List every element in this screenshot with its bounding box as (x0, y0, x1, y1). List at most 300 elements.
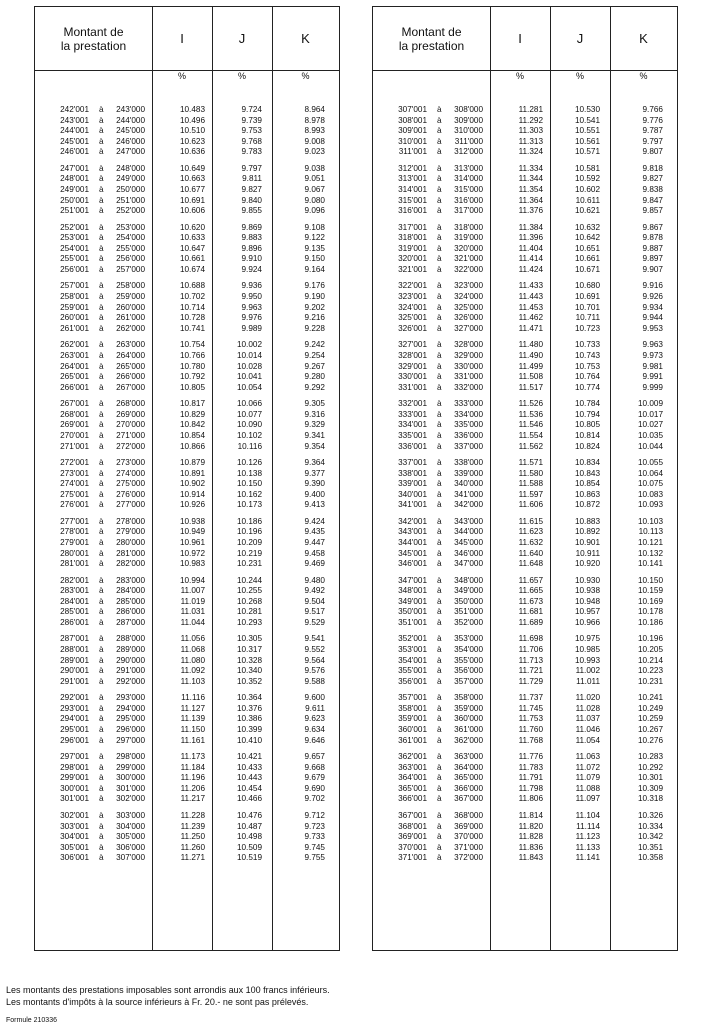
amount-to: 260'000 (116, 302, 145, 312)
amount-to: 350'000 (454, 596, 483, 606)
rate-i: 11.562 (518, 441, 543, 451)
rate-i: 11.116 (181, 693, 205, 703)
rate-k: 9.576 (304, 666, 325, 676)
rate-k: 9.008 (304, 136, 325, 146)
rate-j: 9.869 (241, 222, 262, 232)
rate-i: 11.606 (518, 500, 543, 510)
range-separator: à (437, 842, 442, 852)
rate-i: 11.745 (518, 703, 543, 713)
amount-to: 287'000 (116, 618, 145, 627)
rate-j: 10.723 (574, 323, 600, 333)
range-separator: à (437, 596, 442, 606)
rate-j: 9.768 (241, 136, 262, 146)
amount-from: 276'001 (60, 500, 89, 510)
amount-from: 310'001 (398, 136, 427, 146)
rate-j: 11.002 (575, 666, 600, 676)
rate-i: 11.281 (518, 105, 543, 114)
table-row (373, 538, 677, 549)
table-row (373, 832, 677, 843)
amount-to: 359'000 (454, 703, 483, 713)
rate-i: 11.768 (518, 735, 543, 745)
amount-from: 369'001 (398, 832, 427, 842)
amount-to: 304'000 (116, 821, 145, 831)
range-separator: à (99, 575, 104, 585)
amount-from: 250'001 (60, 195, 89, 205)
range-separator: à (437, 468, 442, 478)
rate-i: 10.780 (179, 361, 205, 371)
table-row (373, 763, 677, 774)
rate-k: 9.435 (304, 527, 325, 537)
rate-k: 9.953 (642, 323, 663, 333)
amount-to: 346'000 (454, 548, 483, 558)
amount-from: 317'001 (398, 222, 427, 232)
rate-i: 11.508 (518, 372, 543, 382)
amount-to: 340'000 (454, 479, 483, 489)
amount-from: 335'001 (398, 430, 427, 440)
range-separator: à (437, 222, 442, 232)
amount-to: 309'000 (454, 115, 483, 125)
rate-k: 9.492 (304, 586, 325, 596)
rate-j: 10.126 (236, 457, 262, 467)
table-row (373, 324, 677, 335)
rate-k: 9.329 (304, 420, 325, 430)
amount-from: 282'001 (60, 575, 89, 585)
rate-j: 10.209 (236, 537, 262, 547)
rate-i: 11.806 (518, 794, 543, 804)
amount-from: 298'001 (60, 762, 89, 772)
rate-i: 10.620 (179, 222, 205, 232)
rate-k: 9.176 (304, 281, 325, 291)
rate-k: 9.847 (642, 195, 663, 205)
rate-j: 10.743 (574, 350, 600, 360)
amount-to: 328'000 (454, 340, 483, 350)
rate-k: 9.657 (304, 752, 325, 762)
rate-j: 10.843 (574, 468, 600, 478)
amount-to: 286'000 (116, 607, 145, 617)
table-row (35, 164, 339, 175)
range-separator: à (99, 350, 104, 360)
table-row (373, 399, 677, 410)
rate-j: 10.834 (574, 457, 600, 467)
rate-k: 9.023 (304, 147, 325, 157)
form-number: Formule 210336 (6, 1017, 57, 1024)
range-separator: à (99, 645, 104, 655)
rate-i: 11.196 (180, 773, 205, 783)
table-row (35, 244, 339, 255)
table-row (35, 126, 339, 137)
table-row (35, 607, 339, 618)
range-separator: à (437, 821, 442, 831)
amount-from: 289'001 (60, 655, 89, 665)
range-separator: à (99, 457, 104, 467)
table-row (373, 147, 677, 158)
amount-from: 346'001 (398, 559, 427, 569)
amount-from: 358'001 (398, 703, 427, 713)
rate-j: 10.352 (236, 676, 262, 686)
rate-k: 10.318 (637, 794, 663, 804)
table-row (35, 725, 339, 736)
amount-from: 342'001 (398, 516, 427, 526)
amount-from: 362'001 (398, 752, 427, 762)
amount-from: 365'001 (398, 783, 427, 793)
amount-from: 341'001 (398, 500, 427, 510)
rate-i: 10.691 (179, 195, 205, 205)
amount-to: 306'000 (116, 842, 145, 852)
amount-from: 326'001 (398, 323, 427, 333)
amount-from: 344'001 (398, 537, 427, 547)
rate-j: 9.976 (241, 313, 262, 323)
range-separator: à (99, 254, 104, 264)
rate-i: 11.092 (180, 666, 205, 676)
range-separator: à (99, 559, 104, 569)
range-separator: à (99, 586, 104, 596)
amount-to: 264'000 (116, 350, 145, 360)
table-row (35, 265, 339, 276)
amount-from: 356'001 (398, 676, 427, 686)
table-row (373, 281, 677, 292)
amount-from: 251'001 (60, 206, 89, 216)
row-group (373, 340, 677, 393)
amount-to: 341'000 (454, 489, 483, 499)
range-separator: à (99, 548, 104, 558)
amount-from: 370'001 (398, 842, 427, 852)
amount-to: 369'000 (454, 821, 483, 831)
rate-k: 10.055 (637, 457, 663, 467)
amount-from: 293'001 (60, 703, 89, 713)
amount-to: 288'000 (116, 634, 145, 644)
amount-from: 353'001 (398, 645, 427, 655)
range-separator: à (437, 350, 442, 360)
rate-k: 9.634 (304, 725, 325, 735)
range-separator: à (437, 735, 442, 745)
rate-k: 10.223 (637, 666, 663, 676)
rate-j: 11.046 (575, 725, 600, 735)
rate-k: 9.934 (642, 302, 663, 312)
rate-j: 10.376 (236, 703, 262, 713)
rate-i: 11.517 (518, 382, 543, 392)
range-separator: à (99, 725, 104, 735)
table-row (373, 559, 677, 570)
amount-to: 266'000 (116, 372, 145, 382)
rate-i: 11.056 (180, 634, 205, 644)
rate-j: 10.231 (236, 559, 262, 569)
rate-k: 9.190 (304, 292, 325, 302)
row-group (35, 458, 339, 511)
amount-to: 284'000 (116, 586, 145, 596)
amount-from: 361'001 (398, 735, 427, 745)
table-row (35, 351, 339, 362)
amount-from: 270'001 (60, 430, 89, 440)
rate-k: 9.164 (304, 265, 325, 275)
amount-from: 360'001 (398, 725, 427, 735)
amount-from: 338'001 (398, 468, 427, 478)
rate-i: 11.623 (518, 527, 543, 537)
table-row (35, 752, 339, 763)
range-separator: à (99, 735, 104, 745)
rate-j: 10.621 (574, 206, 600, 216)
rate-j: 11.088 (575, 783, 600, 793)
row-group (35, 399, 339, 452)
amount-to: 351'000 (454, 607, 483, 617)
table-row (373, 773, 677, 784)
amount-to: 275'000 (116, 479, 145, 489)
rate-k: 10.351 (637, 842, 663, 852)
rate-k: 9.588 (304, 676, 325, 686)
rate-k: 9.981 (642, 361, 663, 371)
rate-k: 9.216 (304, 313, 325, 323)
rate-i: 10.983 (179, 559, 205, 569)
range-separator: à (99, 430, 104, 440)
row-group (35, 164, 339, 217)
rate-i: 11.706 (518, 645, 543, 655)
rate-k: 9.611 (305, 703, 325, 713)
rate-i: 11.673 (518, 596, 543, 606)
rate-i: 11.334 (518, 163, 543, 173)
table-row (35, 420, 339, 431)
rate-j: 9.739 (241, 115, 262, 125)
rate-j: 10.433 (236, 762, 262, 772)
table-row (373, 704, 677, 715)
amount-to: 356'000 (454, 666, 483, 676)
rate-j: 10.268 (236, 596, 262, 606)
table-row (35, 292, 339, 303)
amount-to: 277'000 (116, 500, 145, 510)
unit-col-i: % (177, 71, 186, 81)
amount-from: 333'001 (398, 409, 427, 419)
table-row (373, 362, 677, 373)
rate-i: 10.949 (179, 527, 205, 537)
amount-to: 332'000 (454, 382, 483, 392)
rate-k: 10.309 (637, 783, 663, 793)
rate-k: 10.103 (637, 516, 663, 526)
table-row (373, 206, 677, 217)
rate-j: 10.993 (574, 655, 600, 665)
amount-from: 279'001 (60, 537, 89, 547)
rate-j: 10.872 (574, 500, 600, 510)
table-row (373, 714, 677, 725)
rate-i: 10.741 (179, 323, 205, 333)
range-separator: à (99, 537, 104, 547)
rate-k: 9.354 (304, 441, 325, 451)
amount-to: 280'000 (116, 537, 145, 547)
rate-i: 10.926 (179, 500, 205, 510)
rate-j: 10.219 (236, 548, 262, 558)
amount-from: 269'001 (60, 420, 89, 430)
rate-k: 9.080 (304, 195, 325, 205)
rate-i: 11.424 (518, 265, 543, 275)
rate-k: 9.108 (304, 222, 325, 232)
rate-j: 10.281 (236, 607, 262, 617)
range-separator: à (99, 340, 104, 350)
header-col-j: J (238, 30, 246, 46)
rate-k: 9.377 (304, 468, 325, 478)
rate-i: 11.462 (518, 313, 543, 323)
range-separator: à (437, 206, 442, 216)
amount-from: 367'001 (398, 810, 427, 820)
range-separator: à (437, 676, 442, 686)
amount-from: 350'001 (398, 607, 427, 617)
amount-to: 338'000 (454, 457, 483, 467)
amount-from: 320'001 (398, 254, 427, 264)
amount-from: 348'001 (398, 586, 427, 596)
amount-from: 281'001 (60, 559, 89, 569)
rate-k: 10.093 (637, 500, 663, 510)
rate-k: 9.280 (304, 372, 325, 382)
range-separator: à (437, 666, 442, 676)
rate-j: 10.883 (574, 516, 600, 526)
rate-j: 10.711 (575, 313, 600, 323)
range-separator: à (99, 468, 104, 478)
rate-j: 10.466 (236, 794, 262, 804)
table-row (35, 137, 339, 148)
rate-k: 10.186 (637, 618, 663, 627)
amount-from: 347'001 (398, 575, 427, 585)
rate-j: 10.642 (574, 233, 600, 243)
amount-to: 329'000 (454, 350, 483, 360)
amount-from: 336'001 (398, 441, 427, 451)
amount-from: 245'001 (60, 136, 89, 146)
table-row (35, 372, 339, 383)
table-row (35, 559, 339, 570)
range-separator: à (437, 313, 442, 323)
amount-to: 327'000 (454, 323, 483, 333)
rate-j: 11.123 (575, 832, 600, 842)
amount-to: 301'000 (116, 783, 145, 793)
rate-i: 11.490 (518, 350, 543, 360)
row-group (373, 811, 677, 864)
range-separator: à (437, 618, 442, 627)
rate-k: 9.818 (642, 163, 663, 173)
header-col-k: K (639, 30, 648, 46)
rate-j: 10.041 (236, 372, 262, 382)
rate-k: 9.776 (642, 115, 663, 125)
rate-j: 10.938 (574, 586, 600, 596)
range-separator: à (437, 430, 442, 440)
rate-i: 10.866 (179, 441, 205, 451)
rate-i: 11.250 (180, 832, 205, 842)
rate-k: 9.926 (642, 292, 663, 302)
amount-to: 251'000 (116, 195, 145, 205)
table-row (373, 576, 677, 587)
amount-to: 319'000 (454, 233, 483, 243)
range-separator: à (99, 655, 104, 665)
rate-k: 9.838 (642, 185, 663, 195)
rate-i: 11.324 (518, 147, 543, 157)
footnote-rounding: Les montants des prestations imposables sont arrondis aux 100 francs inférieurs. (6, 985, 330, 995)
row-group (35, 811, 339, 864)
rate-i: 11.753 (518, 714, 543, 724)
amount-from: 354'001 (398, 655, 427, 665)
range-separator: à (99, 752, 104, 762)
amount-to: 307'000 (116, 853, 145, 863)
amount-from: 368'001 (398, 821, 427, 831)
table-row (35, 410, 339, 421)
rate-i: 11.384 (518, 222, 543, 232)
rate-k: 9.424 (304, 516, 325, 526)
rate-i: 10.510 (179, 126, 205, 136)
rate-i: 10.754 (179, 340, 205, 350)
range-separator: à (437, 441, 442, 451)
rate-i: 11.588 (518, 479, 543, 489)
amount-to: 368'000 (454, 810, 483, 820)
table-row (35, 527, 339, 538)
rate-j: 10.930 (574, 575, 600, 585)
rate-k: 9.963 (642, 340, 663, 350)
rate-k: 10.301 (637, 773, 663, 783)
amount-from: 331'001 (398, 382, 427, 392)
rate-i: 11.303 (518, 126, 543, 136)
amount-to: 243'000 (116, 105, 145, 114)
amount-to: 244'000 (116, 115, 145, 125)
rate-k: 10.342 (637, 832, 663, 842)
footnote-minimum: Les montants d'impôts à la source inférieurs à Fr. 20.- ne sont pas prélevés. (6, 997, 309, 1007)
row-group (373, 517, 677, 570)
rate-k: 9.390 (304, 479, 325, 489)
rate-j: 10.090 (236, 420, 262, 430)
range-separator: à (99, 147, 104, 157)
range-separator: à (99, 163, 104, 173)
rate-k: 9.267 (304, 361, 325, 371)
table-row (373, 597, 677, 608)
amount-to: 314'000 (454, 174, 483, 184)
rate-i: 10.688 (179, 281, 205, 291)
table-row (35, 736, 339, 747)
table-row (35, 313, 339, 324)
amount-to: 276'000 (116, 489, 145, 499)
rate-i: 11.344 (518, 174, 543, 184)
rate-i: 11.597 (518, 489, 543, 499)
rate-i: 11.103 (180, 676, 205, 686)
rate-k: 9.827 (642, 174, 663, 184)
amount-from: 278'001 (60, 527, 89, 537)
amount-to: 353'000 (454, 634, 483, 644)
amount-to: 308'000 (454, 105, 483, 114)
table-row (373, 244, 677, 255)
rate-k: 10.027 (637, 420, 663, 430)
range-separator: à (437, 714, 442, 724)
rate-i: 10.606 (179, 206, 205, 216)
rate-i: 11.615 (518, 516, 543, 526)
rate-k: 9.723 (304, 821, 325, 831)
rate-k: 9.679 (304, 773, 325, 783)
rate-i: 11.139 (180, 714, 205, 724)
table-row (35, 340, 339, 351)
rate-i: 11.184 (180, 762, 205, 772)
table-row (373, 174, 677, 185)
range-separator: à (437, 752, 442, 762)
range-separator: à (437, 773, 442, 783)
range-separator: à (99, 302, 104, 312)
rate-j: 10.454 (236, 783, 262, 793)
amount-to: 281'000 (116, 548, 145, 558)
table-row (373, 794, 677, 805)
range-separator: à (437, 607, 442, 617)
row-group (35, 105, 339, 158)
rate-j: 10.487 (236, 821, 262, 831)
amount-from: 352'001 (398, 634, 427, 644)
table-row (373, 254, 677, 265)
range-separator: à (99, 265, 104, 275)
rate-i: 11.080 (180, 655, 205, 665)
rate-j: 9.855 (241, 206, 262, 216)
rate-j: 10.244 (236, 575, 262, 585)
rate-j: 10.328 (236, 655, 262, 665)
amount-from: 330'001 (398, 372, 427, 382)
rate-i: 10.647 (179, 243, 205, 253)
table-row (373, 196, 677, 207)
table-row (373, 490, 677, 501)
amount-from: 257'001 (60, 281, 89, 291)
